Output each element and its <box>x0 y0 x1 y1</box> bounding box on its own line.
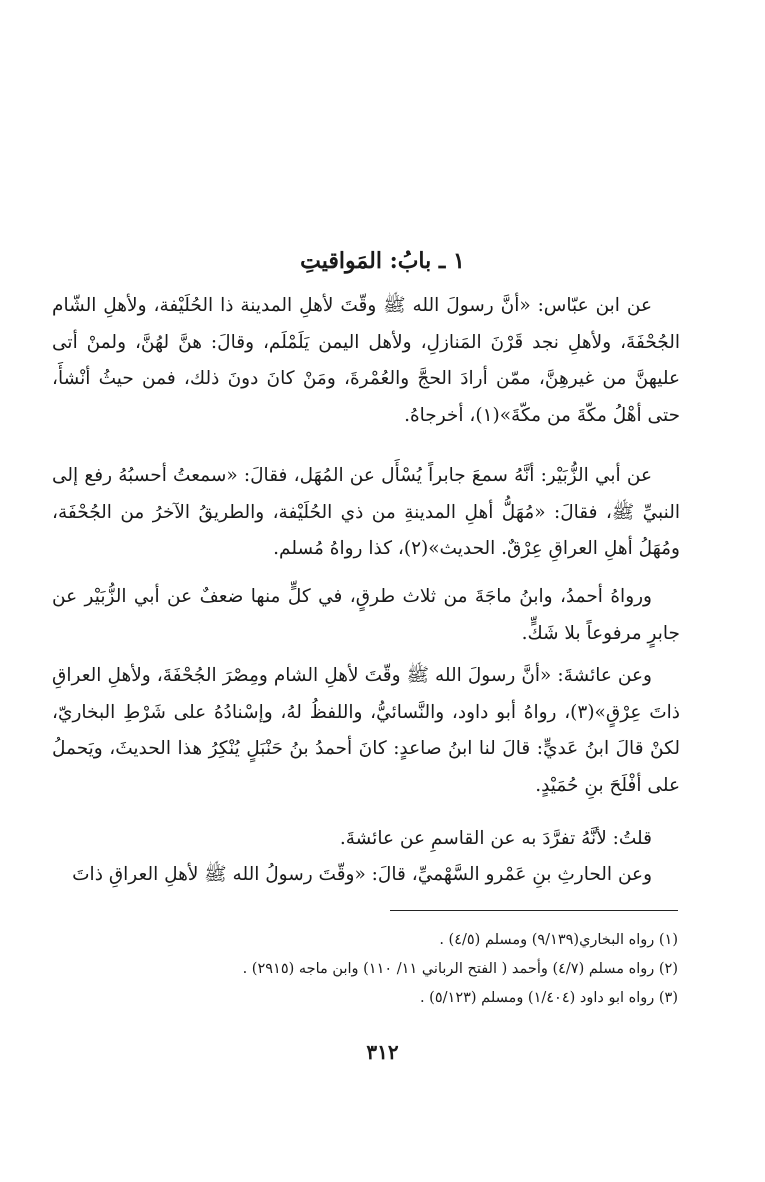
footnote-divider <box>390 910 678 911</box>
paragraph-2: عن أبي الزُّبَيْر: أنَّهُ سمعَ جابراً يُسْأَل عن المُهَل، فقالَ: «سمعتُ أحسبُهُ رفع إلى النبيِّ ﷺ، فقالَ: «مُهَلُّ أهلِ المدينةِ من ذي الحُلَيْفة، والطريقُ الآخرُ من الجُحْفَة، ومُهَلُ أهلِ العراقِ عِرْقٌ. الحديث»(٢)، كذا رواهُ مُسلم. <box>52 465 680 559</box>
footnote-3: (٣) رواه ابو داود (١/٤٠٤) ومسلم (٥/١٢٣) . <box>419 990 678 1006</box>
paragraph-5: قلتُ: لأنَّهُ تفرَّدَ به عن القاسمِ عن عائشةَ. <box>339 828 652 849</box>
paragraph-6-block <box>52 857 680 894</box>
paragraph-3: ورواهُ أحمدُ، وابنُ ماجَةَ من ثلاث طرقٍ، في كلٍّ منها ضعفٌ عن أبي الزُّبَيْر عن جابرٍ مرفوعاً بلا شَكٍّ. <box>52 586 680 644</box>
paragraph-2-block <box>52 458 680 568</box>
footnote-1: (١) رواه البخاري(٩/١٣٩) ومسلم (٤/٥) . <box>439 932 678 948</box>
paragraph-4-block <box>52 658 680 804</box>
paragraph-5-block <box>52 821 680 858</box>
footnote-2: (٢) رواه مسلم (٤/٧) وأحمد ( الفتح الرباني ١١/ ١١٠) وابن ماجه (٢٩١٥) . <box>242 961 678 977</box>
chapter-title: ١ ـ بابُ: المَواقيتِ <box>300 248 465 274</box>
page-number: ٣١٢ <box>366 1040 399 1064</box>
paragraph-1: عن ابن عبّاس: «أنَّ رسولَ الله ﷺ وقّتَ لأهلِ المدينة ذا الحُلَيْفة، ولأهلِ الشّام الجُحْفَةَ، ولأهلِ نجد قَرْنَ المَنازلِ، ولأهل اليمن يَلَمْلَم، وقالَ: هنَّ لهُنَّ، ولمنْ أتى عليهنَّ من غيرهِنَّ، ممّن أرادَ الحجَّ والعُمْرةَ، ومَنْ كانَ دونَ ذلك، فمن حيثُ أنْشأَ، حتى أهْلُ مكّةَ من مكّةَ»(١)، أخرجاهُ. <box>52 295 680 426</box>
paragraph-3-block <box>52 579 680 652</box>
footnotes-section <box>150 926 678 1013</box>
paragraph-4: وعن عائشةَ: «أنَّ رسولَ الله ﷺ وقّتَ لأهلِ الشام ومِصْرَ الجُحْفَةَ، ولأهلِ العراقِ ذاتَ عِرْقٍ»(٣)، رواهُ أبو داود، والنَّسائيُّ، واللفظُ لهُ، وإسْنادُهُ على شَرْطِ البخاريّ، لكنْ قالَ ابنُ عَديٍّ: قالَ لنا ابنُ صاعدٍ: كانَ أحمدُ بنُ حَنْبَلٍ يُنْكِرُ هذا الحديثَ، ويَحملُ على أفْلَحَ بنِ حُمَيْدٍ. <box>52 665 681 796</box>
paragraph-1-block <box>52 288 680 434</box>
paragraph-6: وعن الحارثِ بنِ عَمْرو السَّهْميِّ، قالَ: «وقّتَ رسولُ الله ﷺ لأهلِ العراقِ ذاتَ <box>72 864 652 885</box>
